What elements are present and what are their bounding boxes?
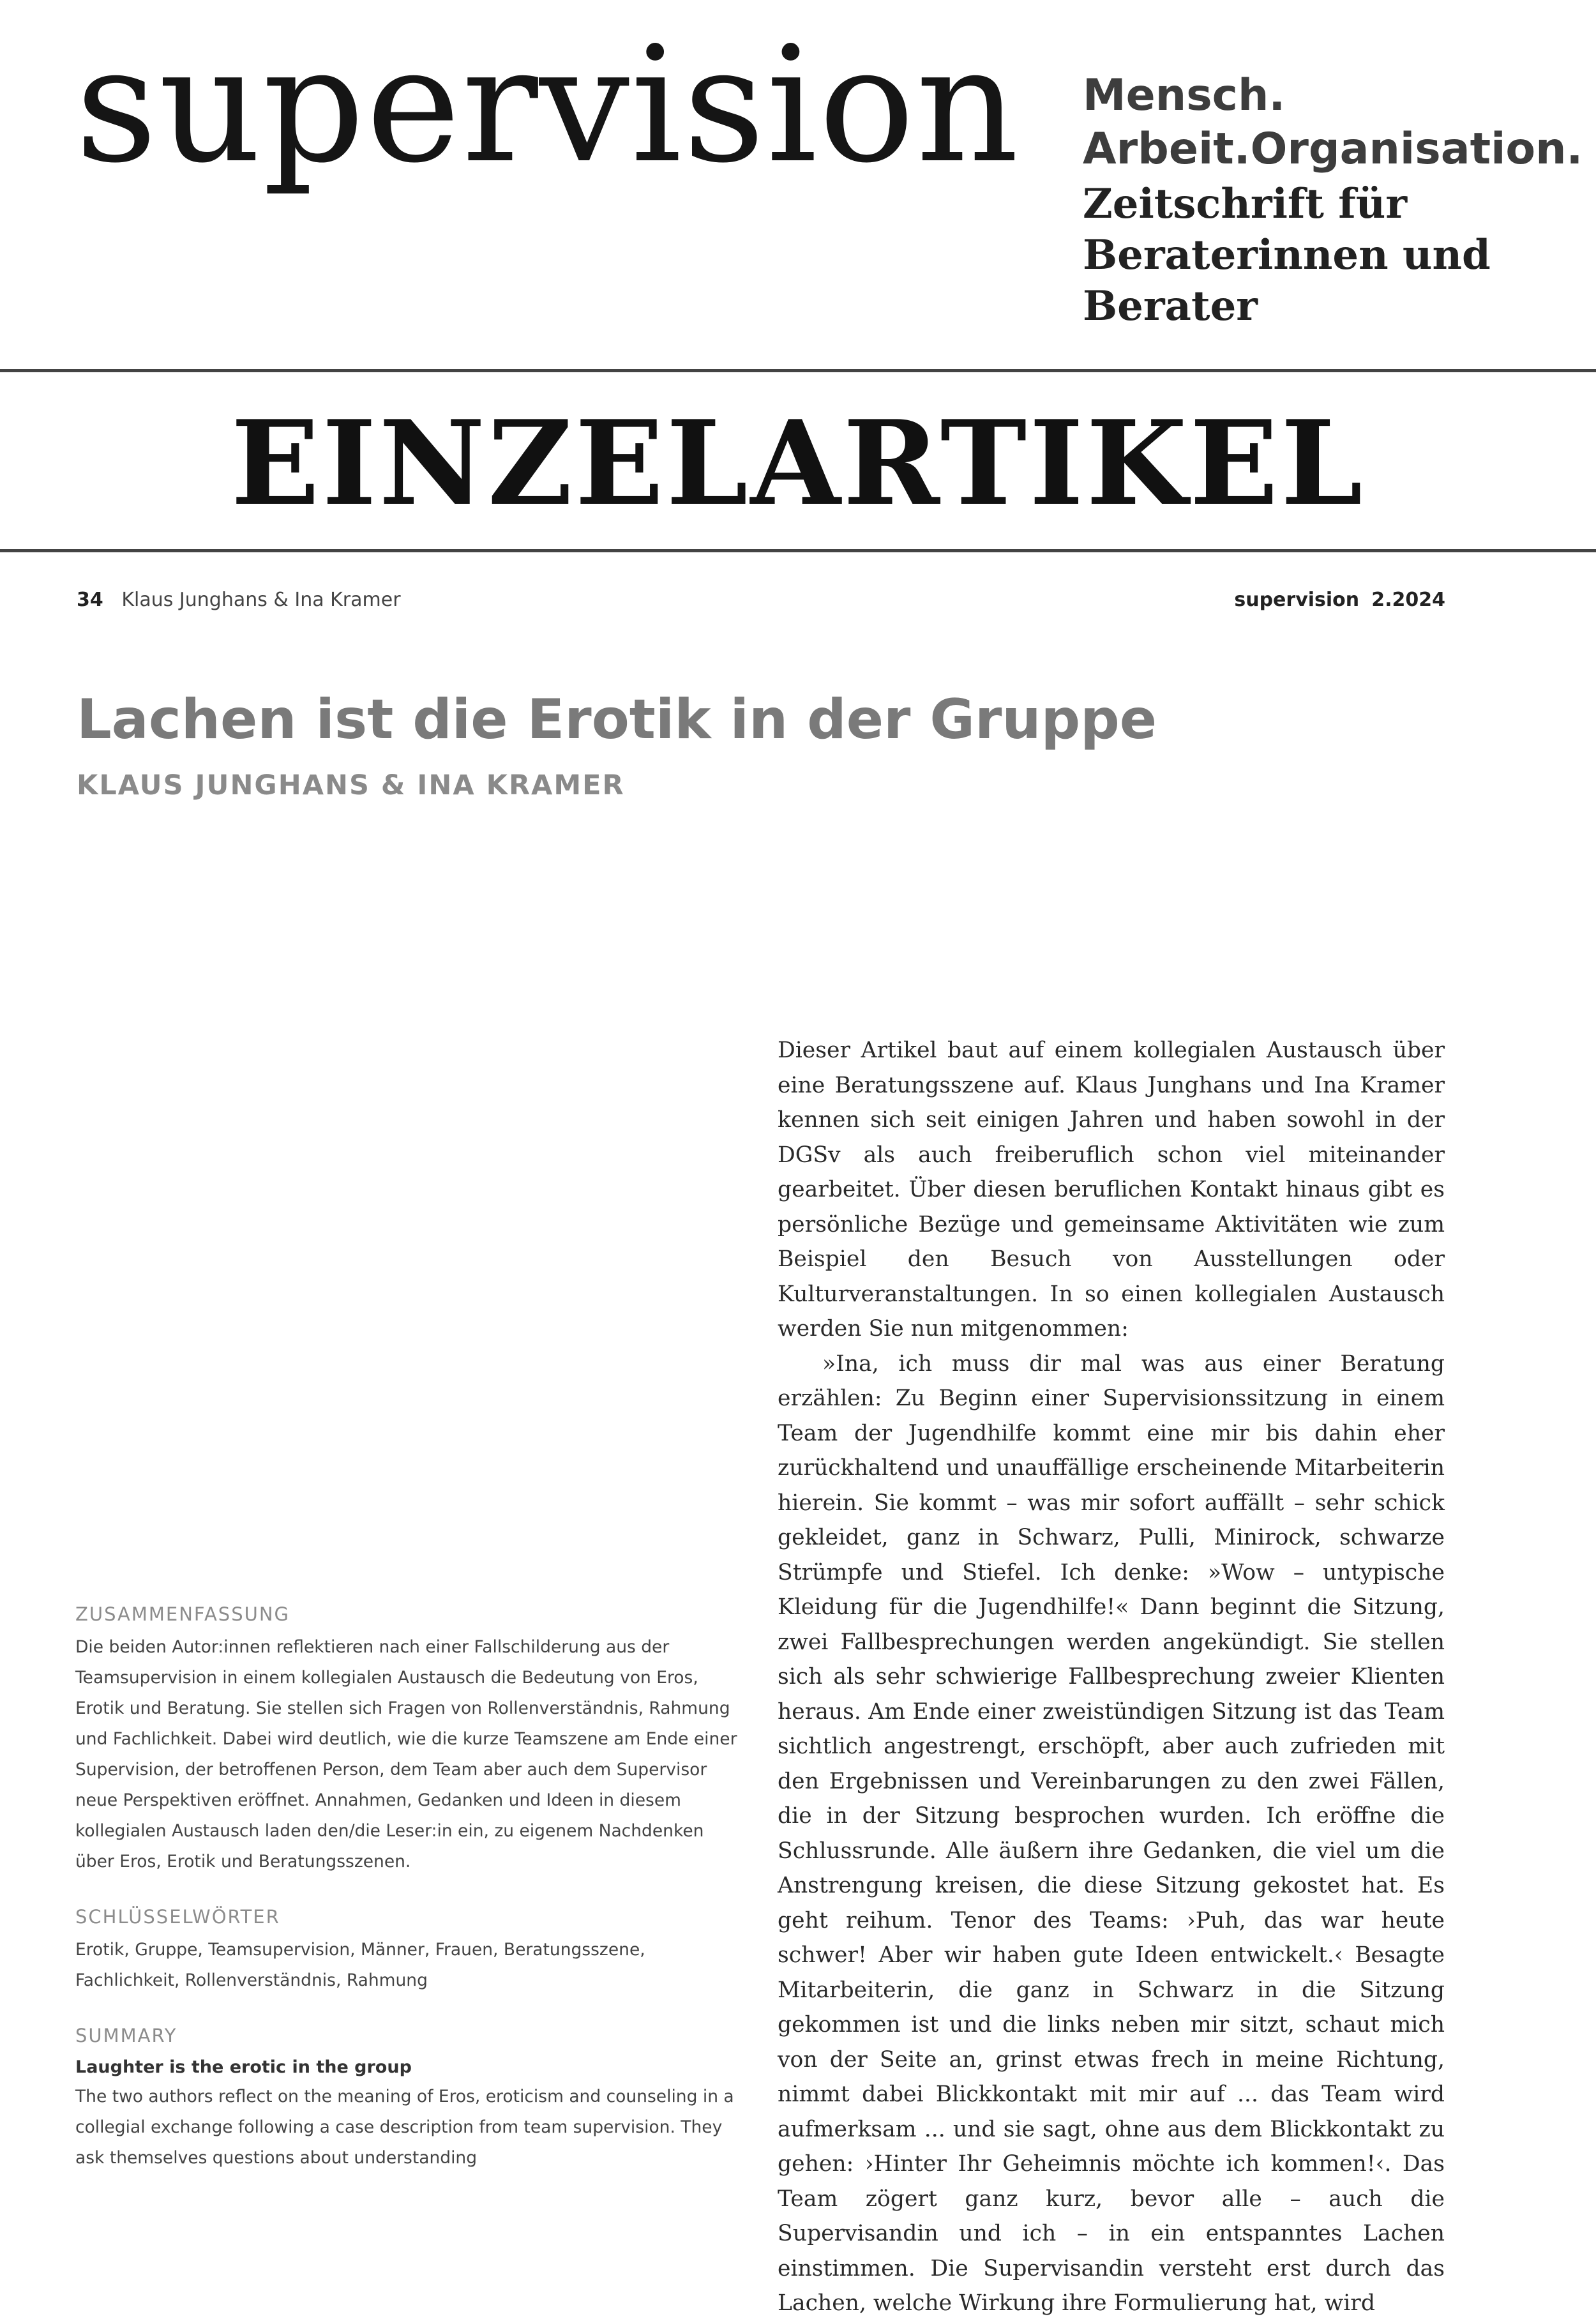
tagline-line: Arbeit.Organisation. xyxy=(1083,124,1583,174)
article-authors: KLAUS JUNGHANS & INA KRAMER xyxy=(77,769,625,801)
body-paragraph: »Ina, ich muss dir mal was aus einer Beratung erzählen: Zu Beginn einer Supervisionssitzung in einem Team der Jugendhilfe kommt eine mir bis dahin eher zurückhaltend und unauffällige erscheinende Mitarbeiterin hierein. Sie kommt – was mir sofort auffällt – sehr schick gekleidet, ganz in Schwarz, Pulli, Minirock, schwarze Strümpfe und Stiefel. Ich denke: »Wow – untypische Kleidung für die Jugendhilfe!« Dann beginnt die Sitzung, zwei Fallbesprechungen werden angekündigt. Sie stellen sich als sehr schwierige Fallbesprechung zweier Klienten heraus. Am Ende einer zweistündigen Sitzung ist das Team sichtlich angestrengt, erschöpft, aber auch zufrieden mit den Ergebnissen und Vereinbarungen zu den zwei Fällen, die in der Sitzung besprochen wurden. Ich eröffne die Schlussrunde. Alle äußern ihre Gedanken, die viel um die Anstrengung kreisen, die diese Sitzung gekostet hat. Es geht reihum. Tenor des Teams: ›Puh, das war heute schwer! Aber wir haben gute Ideen entwickelt.‹ Besagte Mitarbeiterin, die ganz in Schwarz in die Sitzung gekommen ist und die links neben mir sitzt, schaut mich von der Seite an, grinst etwas frech in meine Richtung, nimmt dabei Blickkontakt mit mir auf ... das Team wird aufmerksam ... und sie sagt, ohne aus dem Blickkontakt zu gehen: ›Hinter Ihr Geheimnis möchte ich kommen!‹. Das Team zögert ganz kurz, bevor alle – auch die Supervisandin und ich – in ein entspanntes Lachen einstimmen. Die Supervisandin versteht erst durch das Lachen, welche Wirkung ihre Formulierung hat, wird xyxy=(778,1350,1445,2316)
summary-title: Laughter is the erotic in the group xyxy=(75,2057,412,2077)
summary-heading: SUMMARY xyxy=(75,2025,177,2046)
subtitle-line: Berater xyxy=(1083,282,1258,330)
running-head-right xyxy=(1234,589,1445,612)
summary-text: The two authors reflect on the meaning of Eros, eroticism and counseling in a collegial exchange following a case description from team supervision. They ask themselves questions about understanding xyxy=(75,2087,734,2168)
article-body xyxy=(778,1033,1445,2316)
zusammenfassung-text: Die beiden Autor:innen reflektieren nach einer Fallschilderung aus der Teamsupervision in einem kollegialen Austausch die Bedeutung von Eros, Erotik und Beratung. Sie stellen sich Fragen von Rollenverständnis, Rahmung und Fachlichkeit. Dabei wird deutlich, wie die kurze Teamszene am Ende einer Supervision, der betroffenen Person, dem Team aber auch dem Supervisor neue Perspektiven eröffnet. Annahmen, Gedanken und Ideen in diesem kollegialen Austausch laden den/die Leser:in ein, zu eigenem Nachdenken über Eros, Erotik und Beratungsszenen. xyxy=(75,1637,737,1871)
journal-subtitle xyxy=(1083,179,1491,332)
journal-tagline xyxy=(1083,69,1583,176)
page-number: 34 xyxy=(77,589,103,611)
issue-number: 2.2024 xyxy=(1371,589,1445,611)
journal-name: supervision xyxy=(1234,589,1360,611)
keywords-heading: SCHLÜSSELWÖRTER xyxy=(75,1906,280,1928)
article-title: Lachen ist die Erotik in der Gruppe xyxy=(77,688,1157,752)
journal-logo: supervision xyxy=(75,12,1020,198)
running-head-left xyxy=(77,589,401,612)
subtitle-line: Zeitschrift für xyxy=(1083,180,1408,228)
keywords-text: Erotik, Gruppe, Teamsupervision, Männer, Frauen, Beratungsszene, Fachlichkeit, Rollenverständnis, Rahmung xyxy=(75,1940,645,1990)
zusammenfassung-heading: ZUSAMMENFASSUNG xyxy=(75,1603,290,1625)
abstract-column xyxy=(75,1601,746,2195)
running-head-authors: Klaus Junghans & Ina Kramer xyxy=(121,589,401,611)
top-divider xyxy=(0,369,1596,372)
tagline-line: Mensch. xyxy=(1083,70,1286,121)
banner-einzelartikel: EINZELARTIKEL xyxy=(230,395,1366,531)
body-paragraph: Dieser Artikel baut auf einem kollegialen Austausch über eine Beratungsszene auf. Klaus Junghans und Ina Kramer kennen sich seit einigen Jahren und haben sowohl in der DGSv als auch freiberuflich schon viel miteinander gearbeitet. Über diesen beruflichen Kontakt hinaus gibt es persönliche Bezüge und gemeinsame Aktivitäten wie zum Beispiel den Besuch von Ausstellungen oder Kulturveranstaltungen. In so einen kollegialen Austausch werden Sie nun mitgenommen: xyxy=(778,1038,1445,1342)
bottom-divider xyxy=(0,549,1596,552)
subtitle-line: Beraterinnen und xyxy=(1083,231,1491,279)
